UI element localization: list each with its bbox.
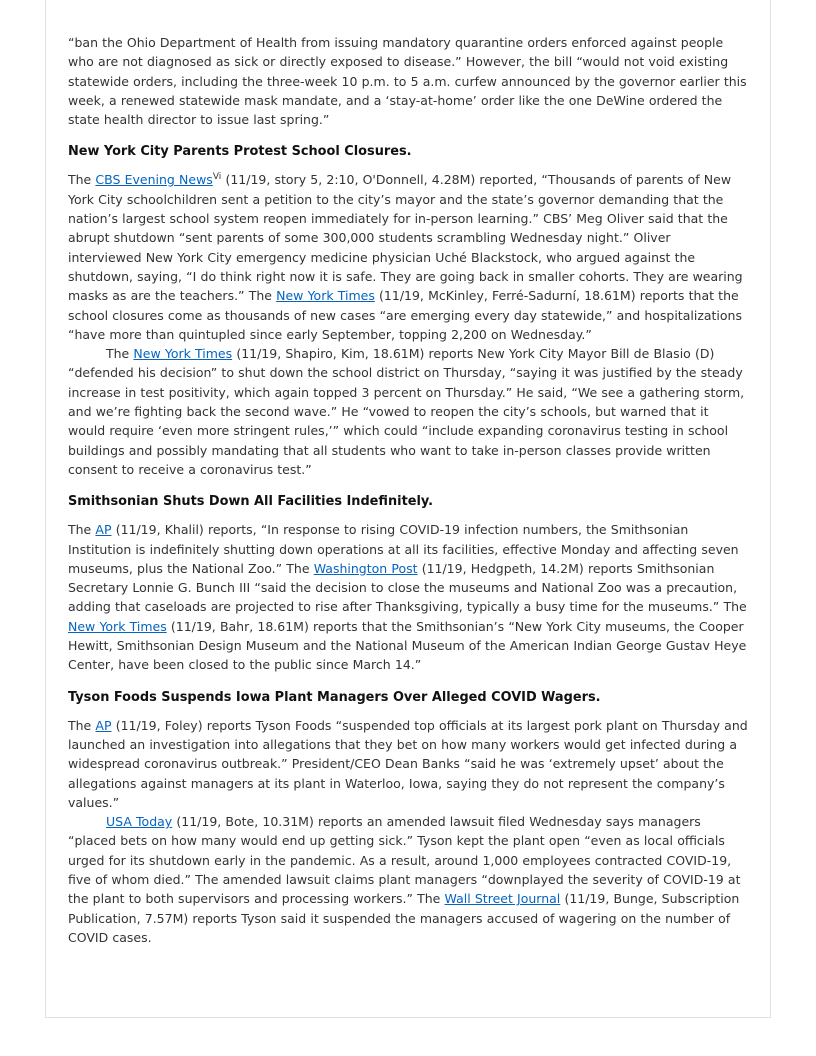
text-run: The bbox=[68, 172, 96, 188]
section-heading-nyc-school-closures: New York City Parents Protest School Closures. bbox=[68, 144, 412, 160]
text-run: (11/19, Foley) reports Tyson Foods “suspended top officials at its largest pork plant on Thursday and launched an investigation into allegations that they bet on how many workers would get infected during a widespread coronavirus outbreak.” President/CEO Dean Banks “said he was ‘extremely upset’ about the allegations against managers at its plant in Waterloo, Iowa, saying they do not represent the company’s values.” bbox=[68, 717, 748, 810]
paragraph-ohio-continuation bbox=[68, 33, 748, 129]
text-run: (11/19, McKinley, Ferré-Sadurní, 18.61M) reports that the school closures come as thousands of new cases “are emerging every day statewide,” and hospitalizations “have more than quintupled since early September, topping 2,200 on Wednesday.” bbox=[68, 288, 742, 342]
text-run: The bbox=[106, 346, 134, 362]
link-wall-street-journal[interactable]: Wall Street Journal bbox=[444, 891, 561, 907]
document-page bbox=[45, 0, 771, 1018]
link-washington-post[interactable]: Washington Post bbox=[313, 560, 418, 576]
link-ap[interactable]: AP bbox=[95, 522, 112, 538]
paragraph-de-blasio bbox=[68, 344, 748, 479]
link-ap[interactable]: AP bbox=[95, 717, 112, 733]
text-run: (11/19, Bote, 10.31M) reports an amended lawsuit filed Wednesday says managers “placed bets on how many would end up getting sick.” Tyson kept the plant open “even as local officials urged for its shutdown early in the pandemic. As a result, around 1,000 employees contracted COVID-19, five of whom died.” The amended lawsuit claims plant managers “downplayed the severity of COVID-19 at the plant to both supervisors and processing workers.” The bbox=[68, 814, 741, 907]
link-new-york-times[interactable]: New York Times bbox=[133, 346, 233, 362]
section-heading-smithsonian: Smithsonian Shuts Down All Facilities Indefinitely. bbox=[68, 494, 434, 510]
link-new-york-times[interactable]: New York Times bbox=[276, 288, 375, 304]
section-heading-tyson: Tyson Foods Suspends Iowa Plant Managers Over Alleged COVID Wagers. bbox=[68, 689, 601, 705]
video-superscript-marker: Vi bbox=[212, 172, 222, 183]
text-run: (11/19, Bahr, 18.61M) reports that the Smithsonian’s “New York City museums, the Cooper Hewitt, Smithsonian Design Museum and the National Museum of the American Indian George Gustav Heye Center, have been closed to the public since March 14.” bbox=[68, 618, 747, 673]
link-new-york-times[interactable]: New York Times bbox=[68, 618, 167, 634]
link-usa-today[interactable]: USA Today bbox=[106, 814, 173, 830]
paragraph-usa-today bbox=[68, 812, 748, 947]
text-run: (11/19, Shapiro, Kim, 18.61M) reports New York City Mayor Bill de Blasio (D) “defended his decision” to shut down the school district on Thursday, “saying it was justified by the steady increase in test positivity, which again topped 3 percent on Thursday.” He said, “We see a gathering storm, and we’re fighting back the second wave.” He “vowed to reopen the city’s schools, but warned that it would require ‘even more stringent rules,’” which could “include expanding coronavirus testing in school buildings and possibly mandating that all students who want to take in-person classes provide written consent to receive a coronavirus test.” bbox=[68, 346, 745, 477]
text-run: (11/19, Hedgpeth, 14.2M) reports Smithsonian Secretary Lonnie G. Bunch III “said the decision to close the museums and National Zoo was a precaution, adding that caseloads are projected to rise after Thanksgiving, typically a busy time for the museums.” The bbox=[68, 560, 747, 615]
text-run: (11/19, Bunge, Subscription Publication, 7.57M) reports Tyson said it suspended the managers accused of wagering on the number of COVID cases. bbox=[68, 891, 740, 945]
paragraph-nyc-parents bbox=[68, 170, 748, 344]
text-run: (11/19, Khalil) reports, “In response to rising COVID-19 infection numbers, the Smithsonian Institution is indefinitely shutting down operations at all its facilities, effective Monday and affecting seven museums, plus the National Zoo.” The bbox=[68, 522, 739, 576]
paragraph-tyson bbox=[68, 716, 748, 812]
paragraph-smithsonian bbox=[68, 520, 748, 674]
text-run: “ban the Ohio Department of Health from issuing mandatory quarantine orders enforced against people who are not diagnosed as sick or directly exposed to disease.” However, the bill “would not void existing statewide orders, including the three-week 10 p.m. to 5 a.m. curfew announced by the governor earlier this week, a renewed statewide mask mandate, and a ‘stay-at-home’ order like the one DeWine ordered the state health director to issue last spring.” bbox=[68, 35, 747, 128]
text-run: The bbox=[68, 717, 96, 733]
text-run: The bbox=[68, 522, 96, 538]
text-run: (11/19, story 5, 2:10, O'Donnell, 4.28M) reported, “Thousands of parents of New York City schoolchildren sent a petition to the city’s mayor and the state’s governor demanding that the nation’s largest school system reopen immediately for in-person learning.” CBS’ Meg Oliver said that the abrupt shutdown “sent parents of some 300,000 students scrambling Wednesday night.” Oliver interviewed New York City emergency medicine physician Uché Blackstock, who argued against the shutdown, saying, “I do think right now it is safe. They are going back in smaller cohorts. They are wearing masks as are the teachers.” The bbox=[68, 172, 743, 304]
link-cbs-evening-news[interactable]: CBS Evening News bbox=[95, 172, 213, 188]
